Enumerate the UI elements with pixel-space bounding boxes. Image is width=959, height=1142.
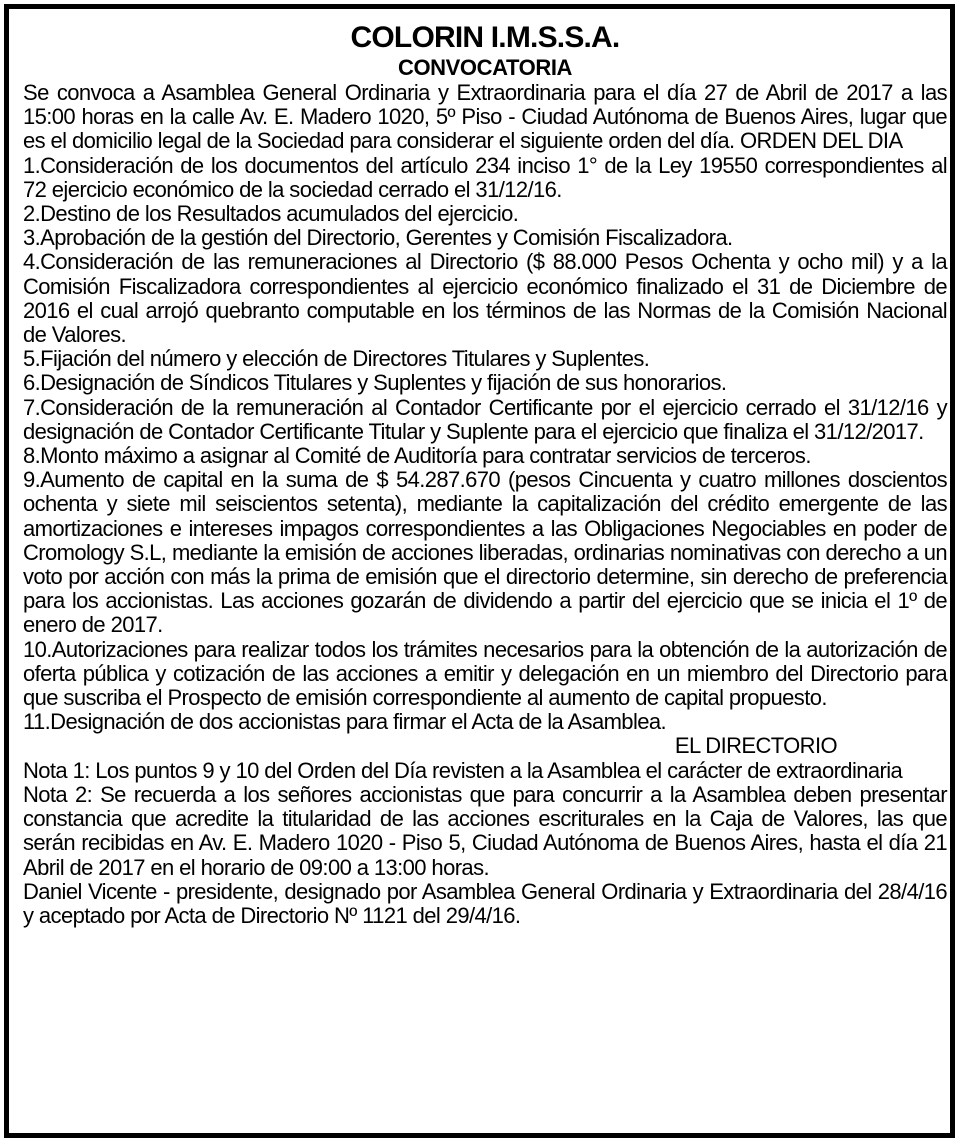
convocatoria-heading: CONVOCATORIA [397,55,573,80]
agenda-item-7: 7.Consideración de la remuneración al Contador Certificante por el ejercicio cerrado el 31/12/16 y designación de Contador Certificante Titular y Suplente para el ejercicio que finaliza el 31/12/2017. [23,394,947,444]
agenda-item-8: 8.Monto máximo a asignar al Comité de Auditoría para contratar servicios de terceros. [23,443,811,469]
note-1: Nota 1: Los puntos 9 y 10 del Orden del Día revisten a la Asamblea el carácter de extraordinaria [23,757,903,783]
company-title: COLORIN I.M.S.S.A. [350,21,620,54]
agenda-item-6: 6.Designación de Síndicos Titulares y Suplentes y fijación de sus honorarios. [23,370,727,396]
agenda-item-1: 1.Consideración de los documentos del artículo 234 inciso 1° de la Ley 19550 correspondientes al 72 ejercicio económico de la sociedad cerrado el 31/12/16. [23,152,947,202]
signature-directorio: EL DIRECTORIO [674,733,837,759]
agenda-item-11: 11.Designación de dos accionistas para firmar el Acta de la Asamblea. [23,709,667,735]
agenda-item-10: 10.Autorizaciones para realizar todos los trámites necesarios para la obtención de la autorización de oferta pública y cotización de las acciones a emitir y delegación en un miembro del Directorio para que suscriba el Prospecto de emisión correspondiente al aumento de capital propuesto. [23,636,947,711]
note-2: Nota 2: Se recuerda a los señores accionistas que para concurrir a la Asamblea deben presentar constancia que acredite la titularidad de las acciones escriturales en la Caja de Valores, las que serán recibidas en Av. E. Madero 1020 - Piso 5, Ciudad Autónoma de Buenos Aires, hasta el día 21 Abril de 2017 en el horario de 09:00 a 13:00 horas. [23,781,947,880]
intro-paragraph: Se convoca a Asamblea General Ordinaria y Extraordinaria para el día 27 de Abril de 2017 a las 15:00 horas en la calle Av. E. Madero 1020, 5º Piso - Ciudad Autónoma de Buenos Aires, lugar que es el domicilio legal de la Sociedad para considerar el siguiente orden del día. ORDEN DEL DIA [23,80,947,154]
footer-signatory: Daniel Vicente - presidente, designado por Asamblea General Ordinaria y Extraordinaria del 28/4/16 y aceptado por Acta de Directorio Nº 1121 del 29/4/16. [23,878,947,928]
notice-content [23,17,947,928]
agenda-item-2: 2.Destino de los Resultados acumulados del ejercicio. [23,201,519,227]
agenda-item-9: 9.Aumento de capital en la suma de $ 54.287.670 (pesos Cincuenta y cuatro millones doscientos ochenta y siete mil seiscientos setenta), mediante la capitalización del crédito emergente de las amortizaciones e intereses impagos correspondientes a las Obligaciones Negociables en poder de Cromology S.L, mediante la emisión de acciones liberadas, ordinarias nominativas con derecho a un voto por acción con más la prima de emisión que el directorio determine, sin derecho de preferencia para los accionistas. Las acciones gozarán de dividendo a partir del ejercicio que se inicia el 1º de enero de 2017. [23,467,947,638]
notice-frame [4,4,955,1138]
agenda-item-4: 4.Consideración de las remuneraciones al Directorio ($ 88.000 Pesos Ochenta y ocho mil) y a la Comisión Fiscalizadora correspondientes al ejercicio económico finalizado el 31 de Diciembre de 2016 el cual arrojó quebranto computable en los términos de las Normas de la Comisión Nacional de Valores. [23,249,947,348]
agenda-item-3: 3.Aprobación de la gestión del Directorio, Gerentes y Comisión Fiscalizadora. [23,225,733,251]
agenda-item-5: 5.Fijación del número y elección de Directores Titulares y Suplentes. [23,346,650,372]
